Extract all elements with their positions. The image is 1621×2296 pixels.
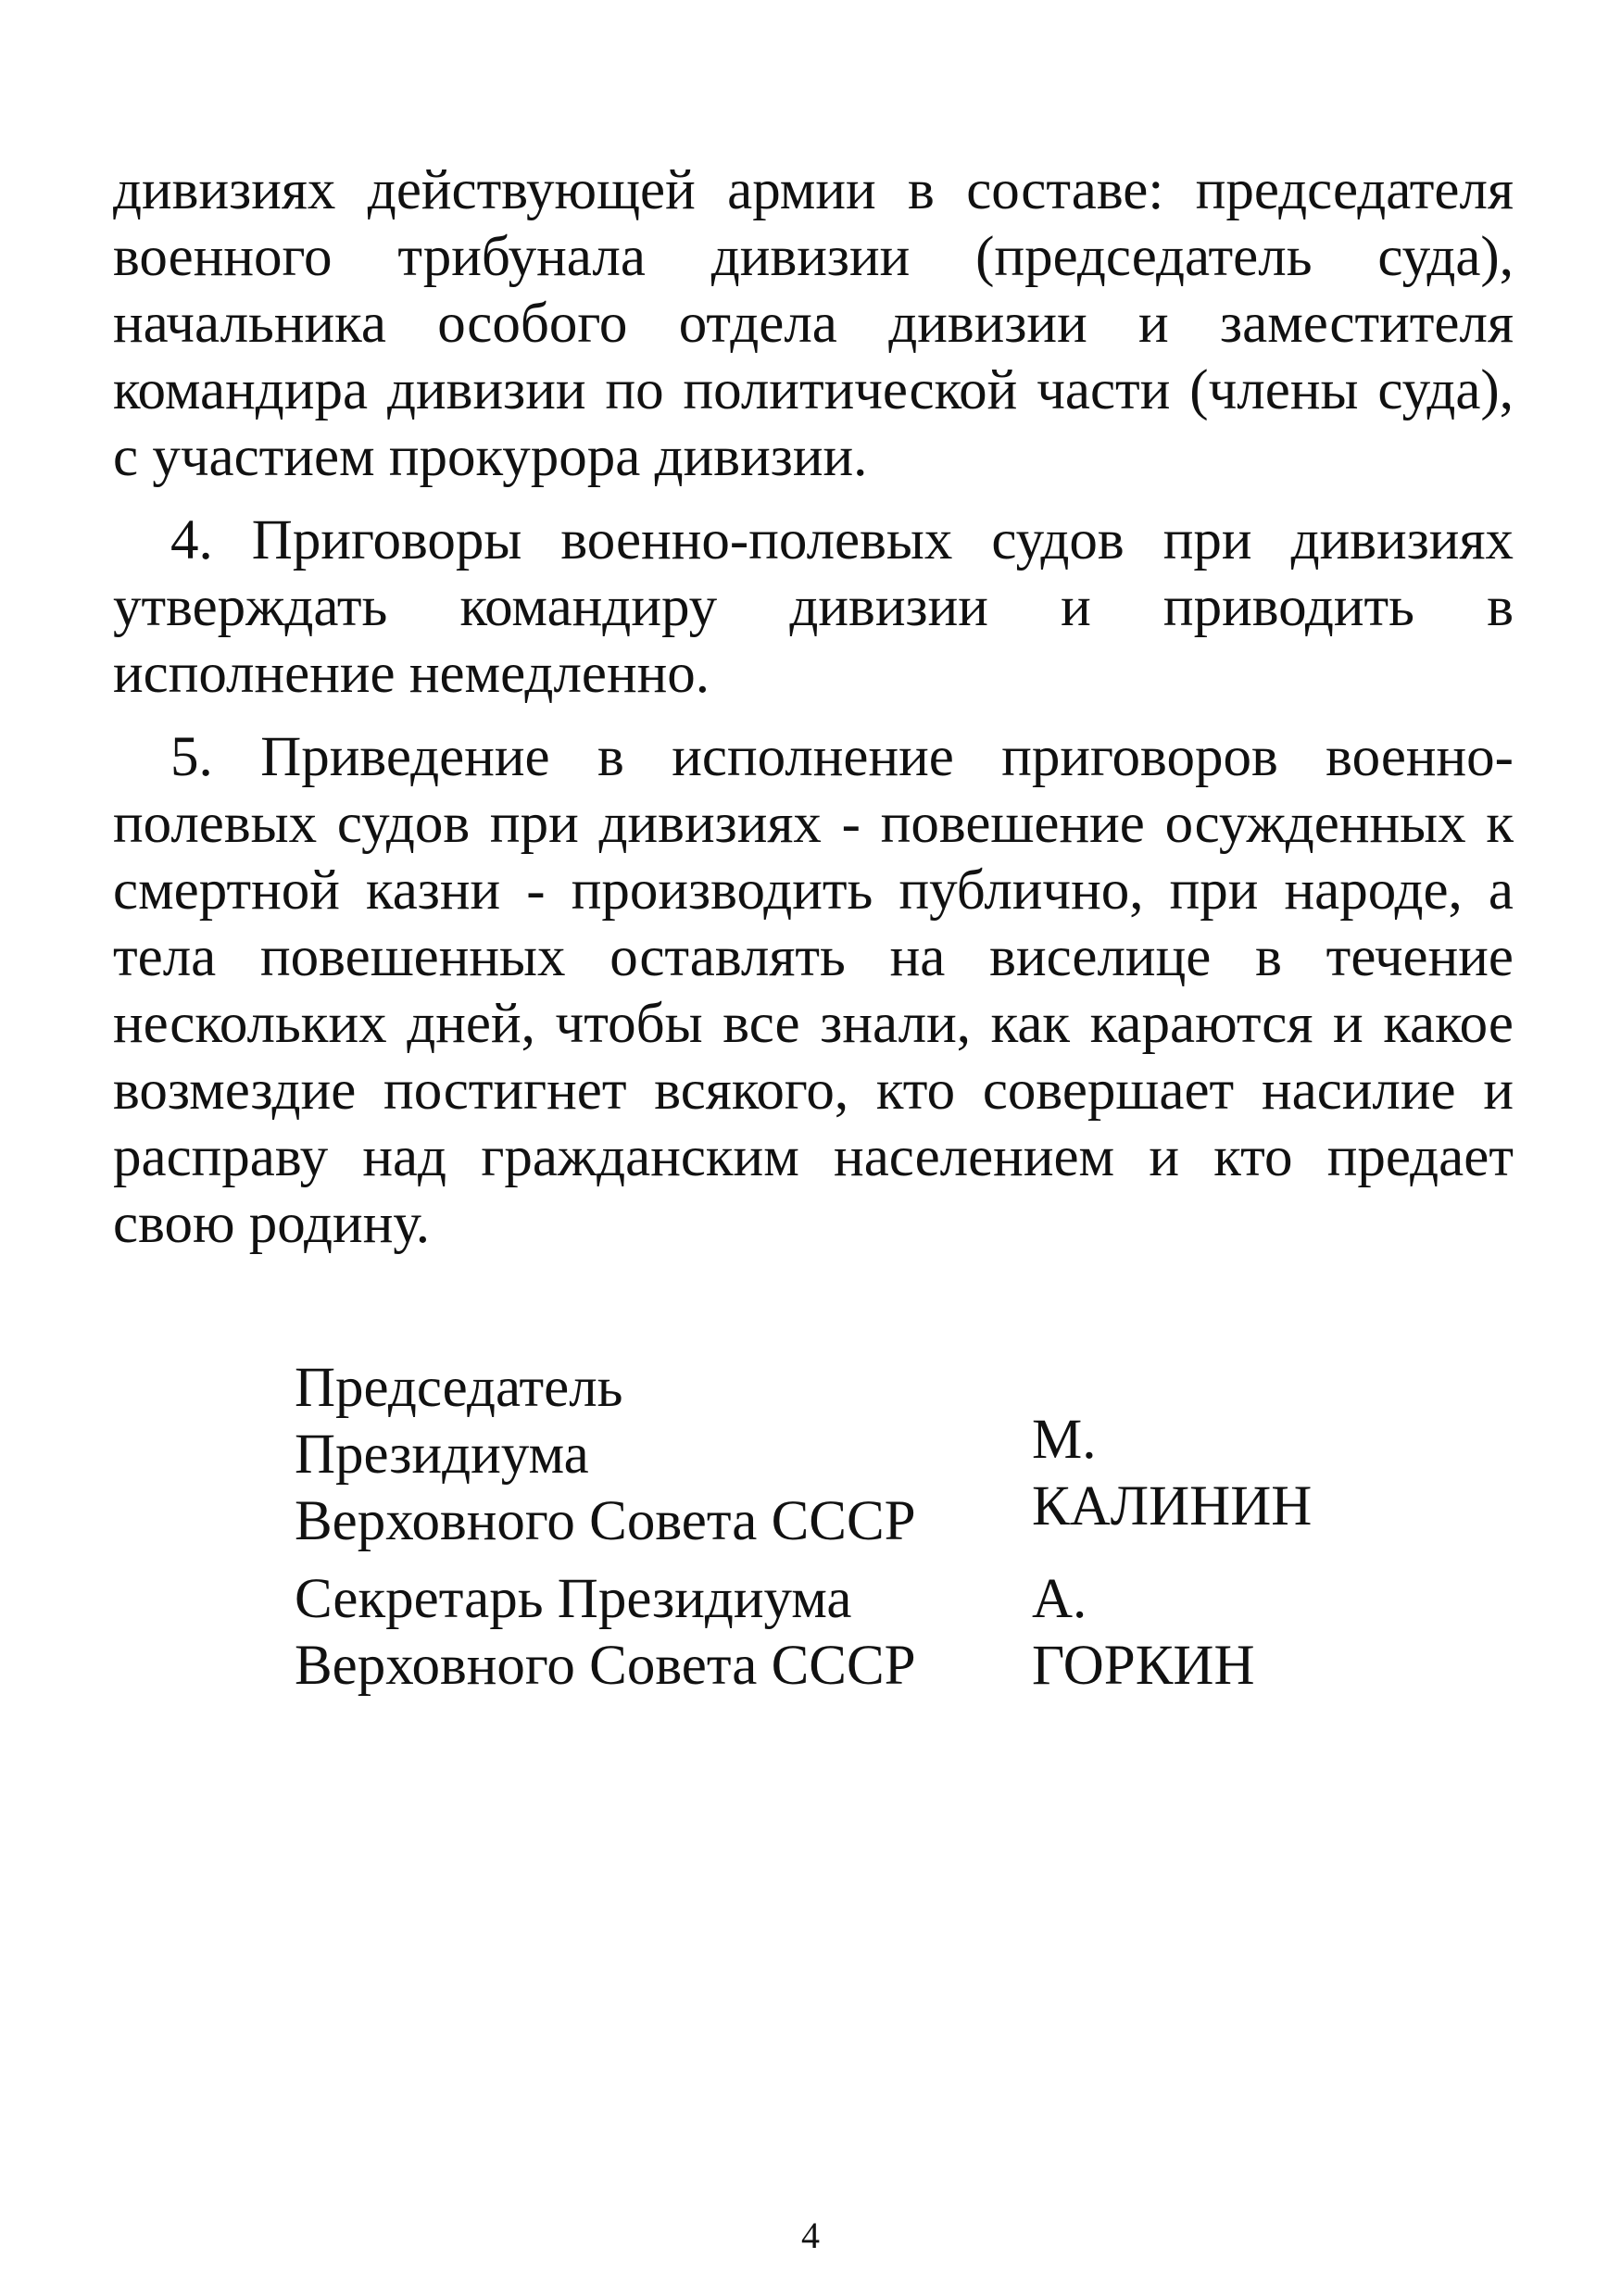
signature-title — [295, 1566, 1032, 1700]
signature-block — [295, 1355, 1338, 1700]
signature-title-line: Секретарь Президиума — [295, 1568, 852, 1630]
document-body — [113, 157, 1514, 1274]
signature-title-line: Президиума — [295, 1424, 589, 1486]
signature-initial: М. — [1032, 1409, 1097, 1471]
page-number: 4 — [801, 2214, 820, 2256]
signature-title-line: Верховного Совета СССР — [295, 1635, 916, 1697]
signature-title-line: Председатель — [295, 1357, 623, 1419]
signature-surname: ГОРКИН — [1032, 1635, 1255, 1697]
paragraph-item-5: 5. Приведение в исполнение приговоров военно-полевых судов при дивизиях - повешение осужденных к смертной казни - производить публично, при народе, а тела повешенных оставлять на виселице в течение нескольких дней, чтобы все знали, как караются и какое возмездие постигнет всякого, кто совершает насилие и расправу над гражданским населением и кто предает свою родину. — [113, 726, 1514, 1255]
signature-chairman — [295, 1355, 1338, 1555]
signature-name — [1032, 1566, 1338, 1700]
signature-secretary — [295, 1566, 1338, 1700]
signature-title — [295, 1355, 1032, 1555]
signature-surname: КАЛИНИН — [1032, 1475, 1313, 1537]
paragraph-item-4: 4. Приговоры военно-полевых судов при дивизиях утверждать командиру дивизии и приводить в исполнение немедленно. — [113, 509, 1514, 705]
paragraph-continuation: дивизиях действующей армии в составе: председателя военного трибунала дивизии (председатель суда), начальника особого отдела дивизии и заместителя командира дивизии по политической части (члены суда), с участием прокурора дивизии. — [113, 159, 1514, 488]
signature-name — [1032, 1370, 1338, 1540]
signature-title-line: Верховного Совета СССР — [295, 1490, 916, 1552]
signature-initial: А. — [1032, 1568, 1087, 1630]
